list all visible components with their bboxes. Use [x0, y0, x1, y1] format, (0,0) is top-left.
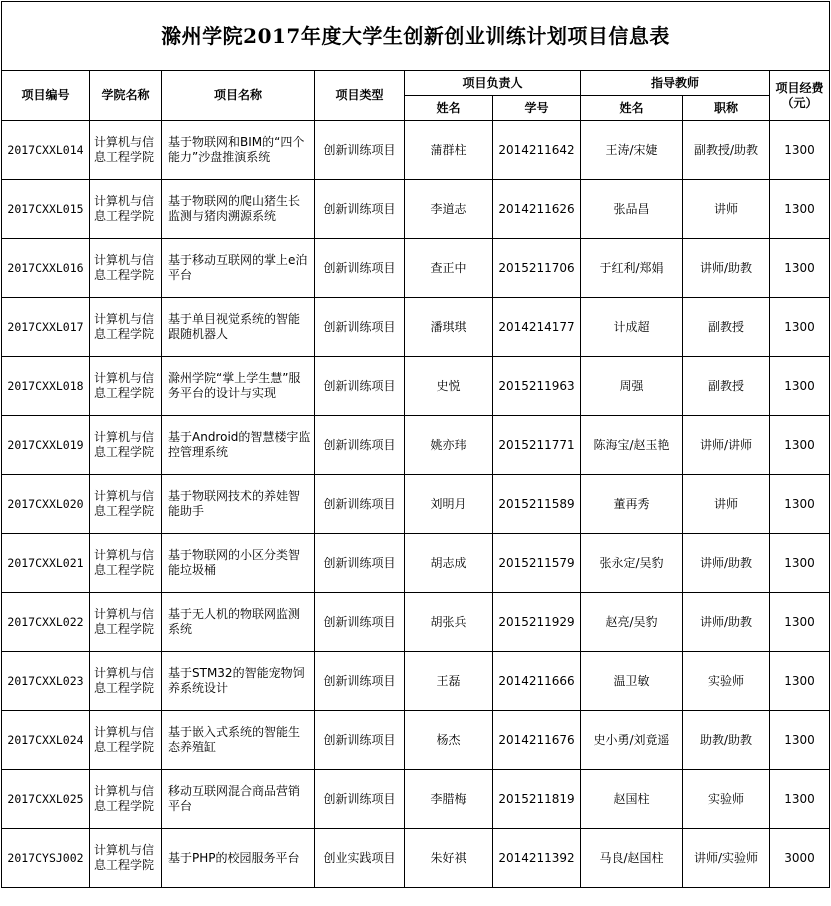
cell-student-id: 2015211706: [493, 239, 581, 298]
cell-student-id: 2015211963: [493, 357, 581, 416]
cell-type: 创新训练项目: [315, 593, 405, 652]
header-college: 学院名称: [90, 71, 162, 121]
header-advisor-title: 职称: [683, 96, 770, 121]
table-row: [2, 180, 830, 239]
cell-college: 计算机与信息工程学院: [90, 298, 162, 357]
cell-college: 计算机与信息工程学院: [90, 180, 162, 239]
cell-advisor-name: 赵亮/吴豹: [581, 593, 683, 652]
cell-type: 创新训练项目: [315, 180, 405, 239]
cell-advisor-title: 讲师/助教: [683, 534, 770, 593]
cell-code: 2017CXXL014: [2, 121, 90, 180]
table-row: [2, 652, 830, 711]
table-row: [2, 475, 830, 534]
cell-college: 计算机与信息工程学院: [90, 416, 162, 475]
cell-project-name: 基于单目视觉系统的智能跟随机器人: [162, 298, 315, 357]
cell-funding: 1300: [770, 593, 830, 652]
cell-advisor-name: 赵国柱: [581, 770, 683, 829]
cell-advisor-title: 实验师: [683, 652, 770, 711]
cell-advisor-name: 马良/赵国柱: [581, 829, 683, 888]
cell-leader-name: 王磊: [405, 652, 493, 711]
cell-leader-name: 蒲群柱: [405, 121, 493, 180]
cell-student-id: 2014211676: [493, 711, 581, 770]
cell-project-name: 基于STM32的智能宠物饲养系统设计: [162, 652, 315, 711]
header-project-name: 项目名称: [162, 71, 315, 121]
table-row: [2, 298, 830, 357]
table-row: [2, 829, 830, 888]
cell-project-name: 基于Android的智慧楼宇监控管理系统: [162, 416, 315, 475]
cell-type: 创新训练项目: [315, 711, 405, 770]
cell-advisor-title: 讲师: [683, 180, 770, 239]
cell-advisor-name: 王涛/宋婕: [581, 121, 683, 180]
table-row: [2, 239, 830, 298]
cell-funding: 1300: [770, 475, 830, 534]
cell-advisor-title: 副教授/助教: [683, 121, 770, 180]
cell-advisor-title: 讲师/实验师: [683, 829, 770, 888]
page-title: 滁州学院2017年度大学生创新创业训练计划项目信息表: [2, 2, 830, 71]
cell-type: 创业实践项目: [315, 829, 405, 888]
cell-code: 2017CXXL024: [2, 711, 90, 770]
cell-leader-name: 李道志: [405, 180, 493, 239]
table-row: [2, 416, 830, 475]
header-code: 项目编号: [2, 71, 90, 121]
cell-code: 2017CXXL020: [2, 475, 90, 534]
cell-student-id: 2014211392: [493, 829, 581, 888]
cell-project-name: 基于物联网和BIM的“四个能力”沙盘推演系统: [162, 121, 315, 180]
cell-project-name: 基于无人机的物联网监测系统: [162, 593, 315, 652]
cell-advisor-name: 董再秀: [581, 475, 683, 534]
cell-funding: 1300: [770, 534, 830, 593]
cell-project-name: 基于物联网的爬山猪生长监测与猪肉溯源系统: [162, 180, 315, 239]
cell-code: 2017CYSJ002: [2, 829, 90, 888]
cell-college: 计算机与信息工程学院: [90, 475, 162, 534]
cell-project-name: 基于PHP的校园服务平台: [162, 829, 315, 888]
cell-code: 2017CXXL023: [2, 652, 90, 711]
cell-funding: 1300: [770, 180, 830, 239]
cell-type: 创新训练项目: [315, 416, 405, 475]
cell-funding: 1300: [770, 711, 830, 770]
cell-project-name: 基于嵌入式系统的智能生态养殖缸: [162, 711, 315, 770]
cell-type: 创新训练项目: [315, 121, 405, 180]
cell-code: 2017CXXL021: [2, 534, 90, 593]
cell-advisor-title: 讲师/助教: [683, 239, 770, 298]
cell-code: 2017CXXL017: [2, 298, 90, 357]
cell-advisor-name: 陈海宝/赵玉艳: [581, 416, 683, 475]
cell-type: 创新训练项目: [315, 298, 405, 357]
table-row: [2, 593, 830, 652]
cell-college: 计算机与信息工程学院: [90, 239, 162, 298]
cell-advisor-name: 周强: [581, 357, 683, 416]
cell-leader-name: 刘明月: [405, 475, 493, 534]
cell-leader-name: 姚亦玮: [405, 416, 493, 475]
cell-funding: 1300: [770, 652, 830, 711]
cell-student-id: 2015211589: [493, 475, 581, 534]
cell-advisor-name: 张品昌: [581, 180, 683, 239]
cell-code: 2017CXXL019: [2, 416, 90, 475]
cell-type: 创新训练项目: [315, 357, 405, 416]
cell-advisor-name: 计成超: [581, 298, 683, 357]
cell-college: 计算机与信息工程学院: [90, 121, 162, 180]
cell-funding: 1300: [770, 298, 830, 357]
cell-leader-name: 查正中: [405, 239, 493, 298]
cell-student-id: 2015211579: [493, 534, 581, 593]
cell-code: 2017CXXL022: [2, 593, 90, 652]
cell-project-name: 基于移动互联网的掌上e泊平台: [162, 239, 315, 298]
cell-student-id: 2015211771: [493, 416, 581, 475]
cell-project-name: 基于物联网的小区分类智能垃圾桶: [162, 534, 315, 593]
cell-type: 创新训练项目: [315, 534, 405, 593]
header-advisor-name: 姓名: [581, 96, 683, 121]
cell-student-id: 2015211819: [493, 770, 581, 829]
cell-student-id: 2014211626: [493, 180, 581, 239]
table-row: [2, 770, 830, 829]
cell-advisor-title: 副教授: [683, 357, 770, 416]
cell-advisor-name: 温卫敏: [581, 652, 683, 711]
cell-advisor-name: 史小勇/刘竟遥: [581, 711, 683, 770]
cell-code: 2017CXXL025: [2, 770, 90, 829]
cell-leader-name: 杨杰: [405, 711, 493, 770]
cell-student-id: 2014211642: [493, 121, 581, 180]
cell-college: 计算机与信息工程学院: [90, 829, 162, 888]
cell-college: 计算机与信息工程学院: [90, 534, 162, 593]
cell-student-id: 2014214177: [493, 298, 581, 357]
cell-funding: 1300: [770, 239, 830, 298]
cell-advisor-name: 于红利/郑娟: [581, 239, 683, 298]
cell-code: 2017CXXL015: [2, 180, 90, 239]
cell-project-name: 滁州学院“掌上学生慧”服务平台的设计与实现: [162, 357, 315, 416]
cell-college: 计算机与信息工程学院: [90, 770, 162, 829]
header-type: 项目类型: [315, 71, 405, 121]
cell-project-name: 基于物联网技术的养娃智能助手: [162, 475, 315, 534]
header-advisor-group: 指导教师: [581, 71, 770, 96]
header-leader-name: 姓名: [405, 96, 493, 121]
cell-funding: 1300: [770, 416, 830, 475]
cell-type: 创新训练项目: [315, 239, 405, 298]
cell-advisor-title: 讲师/助教: [683, 593, 770, 652]
table-row: [2, 357, 830, 416]
cell-funding: 1300: [770, 357, 830, 416]
table-row: [2, 121, 830, 180]
cell-leader-name: 史悦: [405, 357, 493, 416]
cell-code: 2017CXXL016: [2, 239, 90, 298]
cell-college: 计算机与信息工程学院: [90, 711, 162, 770]
header-student-id: 学号: [493, 96, 581, 121]
cell-student-id: 2015211929: [493, 593, 581, 652]
cell-advisor-title: 助教/助教: [683, 711, 770, 770]
project-table: [1, 1, 830, 888]
cell-advisor-title: 实验师: [683, 770, 770, 829]
cell-type: 创新训练项目: [315, 475, 405, 534]
cell-funding: 3000: [770, 829, 830, 888]
header-funding: 项目经费（元）: [770, 71, 830, 121]
cell-type: 创新训练项目: [315, 770, 405, 829]
cell-leader-name: 潘琪琪: [405, 298, 493, 357]
cell-code: 2017CXXL018: [2, 357, 90, 416]
cell-type: 创新训练项目: [315, 652, 405, 711]
cell-leader-name: 胡张兵: [405, 593, 493, 652]
cell-leader-name: 朱好祺: [405, 829, 493, 888]
cell-funding: 1300: [770, 770, 830, 829]
cell-advisor-title: 讲师: [683, 475, 770, 534]
project-info-sheet: [1, 1, 829, 904]
cell-leader-name: 李腊梅: [405, 770, 493, 829]
header-leader-group: 项目负责人: [405, 71, 581, 96]
cell-college: 计算机与信息工程学院: [90, 652, 162, 711]
table-row: [2, 534, 830, 593]
cell-advisor-title: 副教授: [683, 298, 770, 357]
cell-funding: 1300: [770, 121, 830, 180]
cell-project-name: 移动互联网混合商品营销平台: [162, 770, 315, 829]
cell-advisor-title: 讲师/讲师: [683, 416, 770, 475]
cell-student-id: 2014211666: [493, 652, 581, 711]
cell-college: 计算机与信息工程学院: [90, 593, 162, 652]
cell-advisor-name: 张永定/吴豹: [581, 534, 683, 593]
cell-leader-name: 胡志成: [405, 534, 493, 593]
table-row: [2, 711, 830, 770]
cell-college: 计算机与信息工程学院: [90, 357, 162, 416]
